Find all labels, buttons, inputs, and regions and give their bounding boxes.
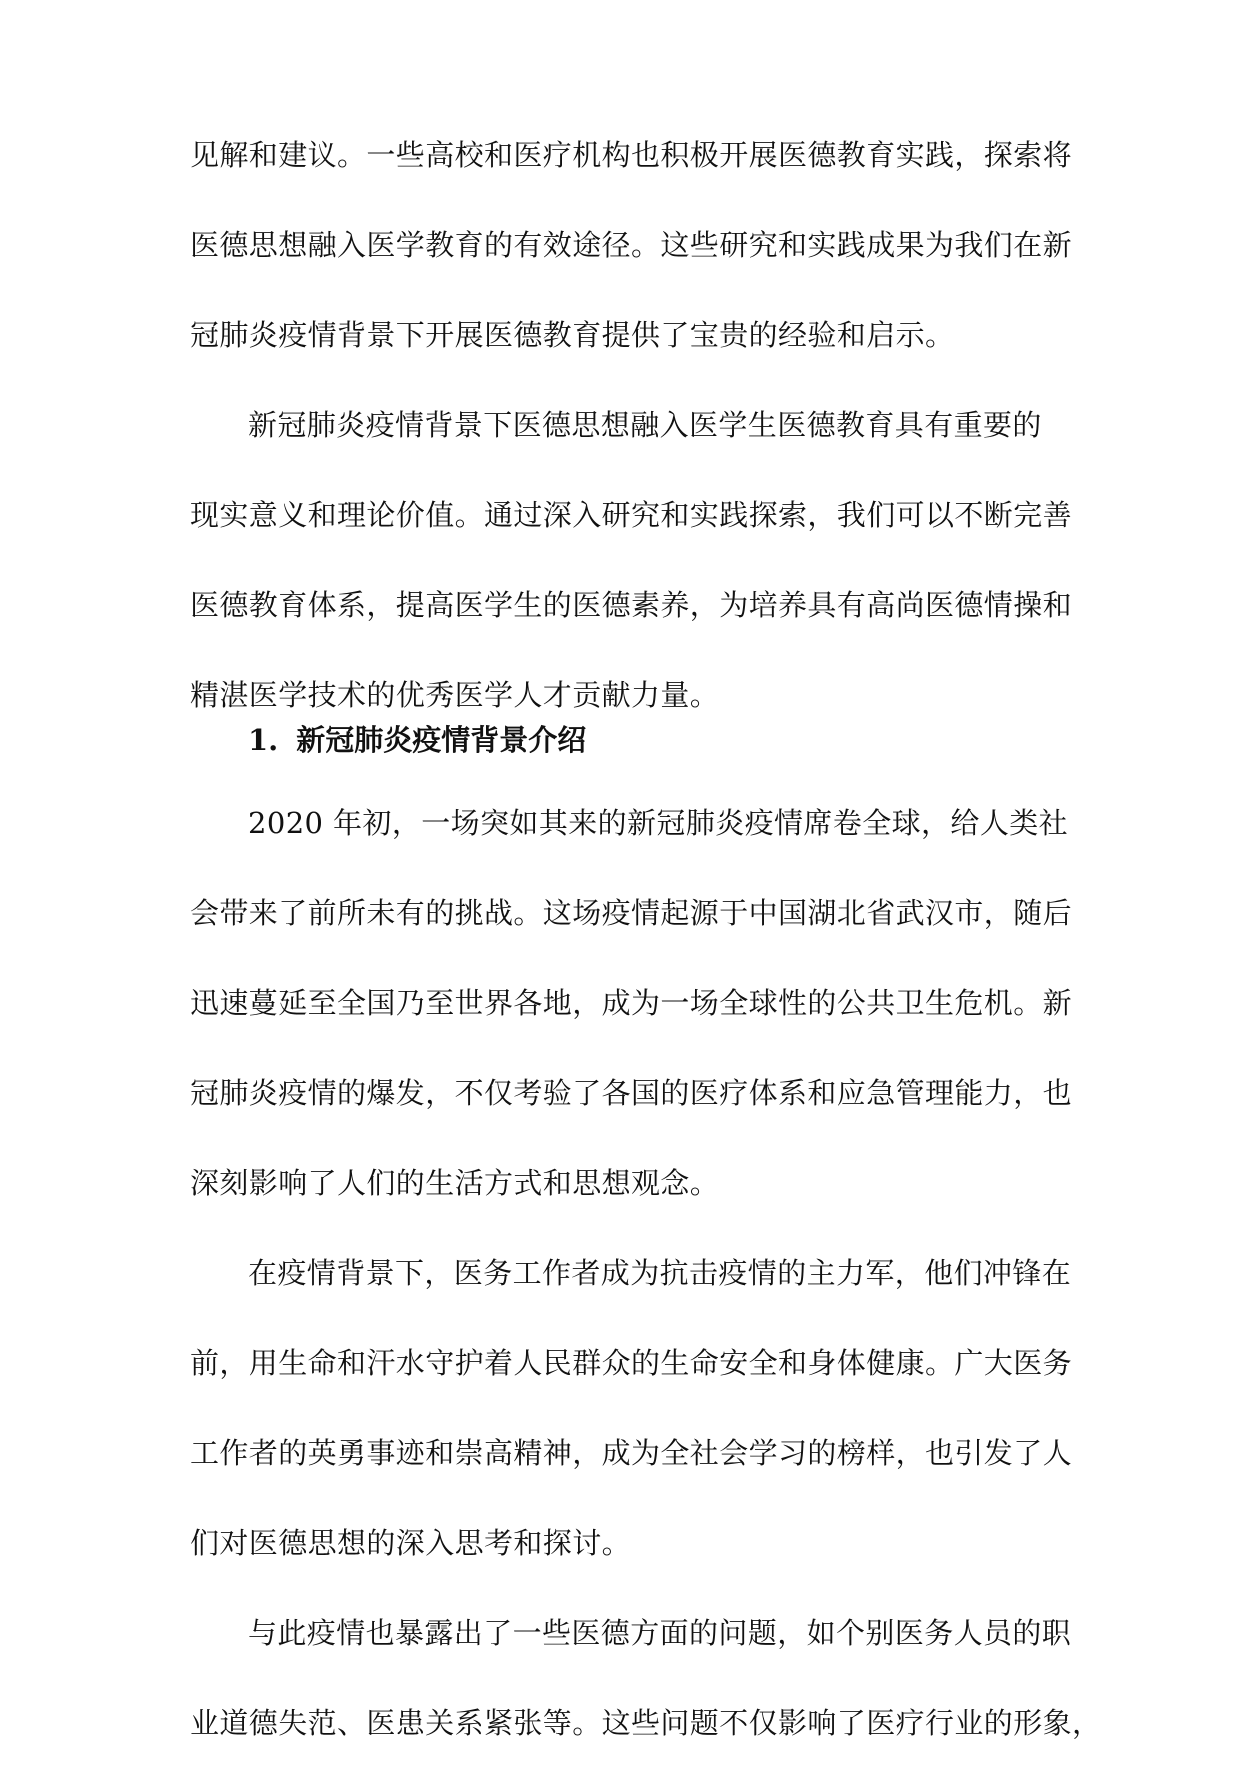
section-title: 新冠肺炎疫情背景介绍 (296, 723, 587, 757)
text-line: 冠肺炎疫情的爆发，不仅考验了各国的医疗体系和应急管理能力，也 (190, 1076, 1073, 1110)
text-line: 精湛医学技术的优秀医学人才贡献力量。 (190, 678, 720, 712)
text-line: 深刻影响了人们的生活方式和思想观念。 (190, 1166, 720, 1200)
text-line: 业道德失范、医患关系紧张等。这些问题不仅影响了医疗行业的形象， (190, 1706, 1102, 1740)
text-line: 会带来了前所未有的挑战。这场疫情起源于中国湖北省武汉市，随后 (190, 896, 1073, 930)
text-line: 现实意义和理论价值。通过深入研究和实践探索，我们可以不断完善 (190, 498, 1073, 532)
paragraph-significance (190, 380, 1073, 740)
text-line: 冠肺炎疫情背景下开展医德教育提供了宝贵的经验和启示。 (190, 318, 955, 352)
text-line: 医德思想融入医学教育的有效途径。这些研究和实践成果为我们在新 (190, 228, 1073, 262)
text-line: 工作者的英勇事迹和崇高精神，成为全社会学习的榜样，也引发了人 (190, 1436, 1073, 1470)
text-line: 医德教育体系，提高医学生的医德素养，为培养具有高尚医德情操和 (190, 588, 1073, 622)
text-line: 迅速蔓延至全国乃至世界各地，成为一场全球性的公共卫生危机。新 (190, 986, 1073, 1020)
section-heading (248, 695, 586, 785)
paragraph-continuation (190, 110, 1073, 380)
text-line: 见解和建议。一些高校和医疗机构也积极开展医德教育实践，探索将 (190, 138, 1073, 172)
text-line: 2020 年初，一场突如其来的新冠肺炎疫情席卷全球，给人类社 (248, 806, 1069, 840)
intro-text-block (190, 110, 1073, 740)
text-line: 在疫情背景下，医务工作者成为抗击疫情的主力军，他们冲锋在 (248, 1256, 1072, 1290)
paragraph-ethics-issues (190, 1588, 1102, 1768)
text-line: 前，用生命和汗水守护着人民群众的生命安全和身体健康。广大医务 (190, 1346, 1073, 1380)
text-line: 们对医德思想的深入思考和探讨。 (190, 1526, 632, 1560)
text-line: 新冠肺炎疫情背景下医德思想融入医学生医德教育具有重要的 (248, 408, 1042, 442)
section-number: 1. (248, 723, 279, 757)
text-line: 与此疫情也暴露出了一些医德方面的问题，如个别医务人员的职 (248, 1616, 1072, 1650)
paragraph-outbreak (190, 778, 1073, 1228)
paragraph-medical-workers (190, 1228, 1073, 1588)
section-body (190, 778, 1102, 1768)
